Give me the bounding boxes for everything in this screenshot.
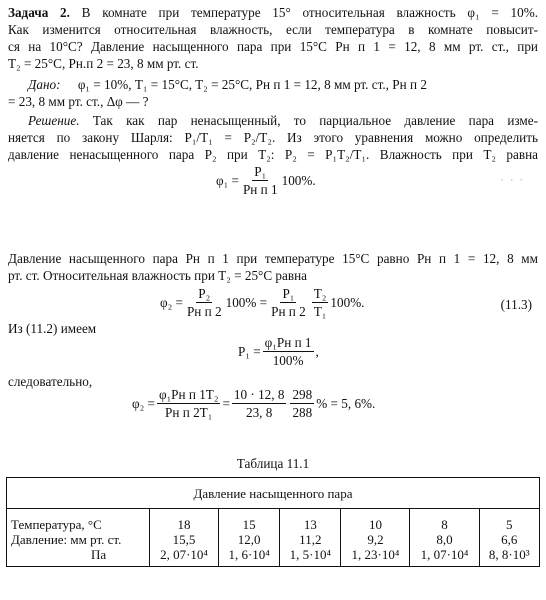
solution-text: Так как пар ненасыщенный, то парциальное давление пара изме- <box>79 113 538 128</box>
fraction-denominator: Pн п 2 <box>186 304 222 319</box>
fraction-numerator: 10 · 12, 8 <box>233 387 285 402</box>
formula-phi1 <box>216 164 316 197</box>
formula-phi1-tail: 100%. <box>281 172 316 188</box>
hence-line: следовательно, <box>8 374 93 389</box>
cell-temperature: 13 <box>303 517 317 532</box>
formula-p1-tail: , <box>315 343 319 359</box>
page-smudge: · · · <box>500 172 525 187</box>
formula-phi2-fraction-2 <box>269 286 308 319</box>
formula-phi1-lhs: φ₁ = <box>216 172 239 188</box>
solution-line-3: давление ненасыщенного пара P₂ при T₂: P₂ = P₁T₂/T₁. Влажность при T₂ равна <box>8 147 538 162</box>
given-line-2: = 23, 8 мм рт. ст., Δφ — ? <box>8 94 149 109</box>
cell-temperature: 8 <box>441 517 448 532</box>
table-column <box>150 509 219 567</box>
cell-pressure-pa: 2, 07·10⁴ <box>160 547 208 562</box>
cell-temperature: 18 <box>177 517 191 532</box>
solution-line-2: няется по закону Шарля: P₁/T₁ = P₂/T₂. Из этого уравнения можно определить <box>8 130 538 145</box>
formula-phi2-fraction-1 <box>185 286 224 319</box>
formula-result-tail: % = 5, 6%. <box>316 395 376 411</box>
table-column <box>341 509 410 567</box>
problem-line-4: T₂ = 25°C, Pн.п 2 = 23, 8 мм рт. ст. <box>8 56 199 71</box>
cell-pressure-pa: 1, 6·10⁴ <box>228 547 270 562</box>
formula-phi2-mid: 100% = <box>225 294 268 310</box>
problem-line-3: ся на 10°C? Давление насыщенного пара при 15°C Pн п 1 = 12, 8 мм рт. ст., при <box>8 39 538 54</box>
cell-pressure-pa: 8, 8·10³ <box>488 547 530 562</box>
formula-result-lhs: φ₂ = <box>132 395 155 411</box>
table-header: Давление насыщенного пара <box>7 478 540 509</box>
table-column <box>410 509 479 567</box>
equation-number: (11.3) <box>500 297 532 312</box>
formula-result-eq: = <box>222 395 230 411</box>
problem-line-2: Как изменится относительная влажность, если температура в комнате повысит- <box>8 22 538 37</box>
formula-result-fraction-3 <box>290 387 314 420</box>
fraction-numerator: P₁ <box>282 286 295 301</box>
fraction-denominator: Pн п 1 <box>242 182 278 197</box>
fraction-denominator: 100% <box>272 353 304 368</box>
solution-label: Решение. <box>28 113 80 128</box>
cell-pressure-mm: 9,2 <box>367 532 384 547</box>
formula-phi2-fraction-3 <box>312 286 329 319</box>
formula-phi1-fraction <box>241 164 280 197</box>
formula-p1-lhs: P₁ = <box>238 343 261 359</box>
row-label-pressure-pa: Па <box>91 547 107 562</box>
cell-pressure-pa: 1, 07·10⁴ <box>420 547 469 562</box>
cell-pressure-pa: 1, 5·10⁴ <box>289 547 331 562</box>
cell-pressure-mm: 8,0 <box>436 532 453 547</box>
fraction-numerator: φ₁Pн п 1 <box>264 335 312 350</box>
cell-pressure-mm: 12,0 <box>237 532 261 547</box>
formula-phi2 <box>160 286 364 319</box>
given-line-1 <box>28 76 538 93</box>
problem-label: Задача 2. <box>8 5 70 20</box>
fraction-denominator: Pн п 2T₁ <box>165 405 213 420</box>
fraction-numerator: φ₁Pн п 1T₂ <box>158 387 219 402</box>
solution-line-1 <box>28 112 538 129</box>
cell-pressure-mm: 11,2 <box>299 532 322 547</box>
formula-p1 <box>238 335 319 368</box>
problem-line-1 <box>8 4 538 21</box>
fraction-numerator: T₂ <box>313 286 327 301</box>
table-caption: Таблица 11.1 <box>236 456 310 471</box>
fraction-denominator: 288 <box>292 405 313 420</box>
fraction-numerator: P₁ <box>254 164 267 179</box>
pressure-table <box>6 477 540 567</box>
formula-result-fraction-1 <box>157 387 221 420</box>
formula-p1-fraction <box>263 335 314 368</box>
table-column <box>479 509 539 567</box>
problem-text: В комнате при температуре 15° относительная влажность φ₁ = 10%. <box>69 5 538 20</box>
row-label-pressure-mm: Давление: мм рт. ст. <box>11 532 122 547</box>
fraction-denominator: T₁ <box>313 304 327 319</box>
fraction-denominator: Pн п 2 <box>271 304 306 319</box>
fraction-numerator: 298 <box>292 387 313 402</box>
given-values: φ₁ = 10%, T₁ = 15°C, T₂ = 25°C, Pн п 1 = 12, 8 мм рт. ст., Pн п 2 <box>77 77 427 92</box>
table-data-row <box>7 509 540 567</box>
cell-pressure-mm: 15,5 <box>172 532 196 547</box>
fraction-denominator: 23, 8 <box>245 405 273 420</box>
fraction-numerator: P₂ <box>198 286 211 301</box>
cell-temperature: 15 <box>242 517 256 532</box>
table-column <box>219 509 280 567</box>
row-label-temperature: Температура, °C <box>11 517 102 532</box>
formula-phi2-result <box>132 387 375 420</box>
cell-pressure-mm: 6,6 <box>501 532 518 547</box>
cell-temperature: 5 <box>506 517 513 532</box>
table-header-row <box>7 478 540 509</box>
table-row-labels <box>7 509 150 567</box>
paragraph2-line-1: Давление насыщенного пара Pн п 1 при температуре 15°C равно Pн п 1 = 12, 8 мм <box>8 251 538 266</box>
cell-pressure-pa: 1, 23·10⁴ <box>351 547 400 562</box>
formula-phi2-lhs: φ₂ = <box>160 294 183 310</box>
given-label: Дано: <box>28 77 61 92</box>
formula-result-fraction-2 <box>232 387 287 420</box>
cell-temperature: 10 <box>368 517 382 532</box>
formula-phi2-tail: 100%. <box>330 294 365 310</box>
from-line: Из (11.2) имеем <box>8 321 97 336</box>
table-column <box>280 509 341 567</box>
paragraph2-line-2: рт. ст. Относительная влажность при T₂ = 25°C равна <box>8 268 307 283</box>
